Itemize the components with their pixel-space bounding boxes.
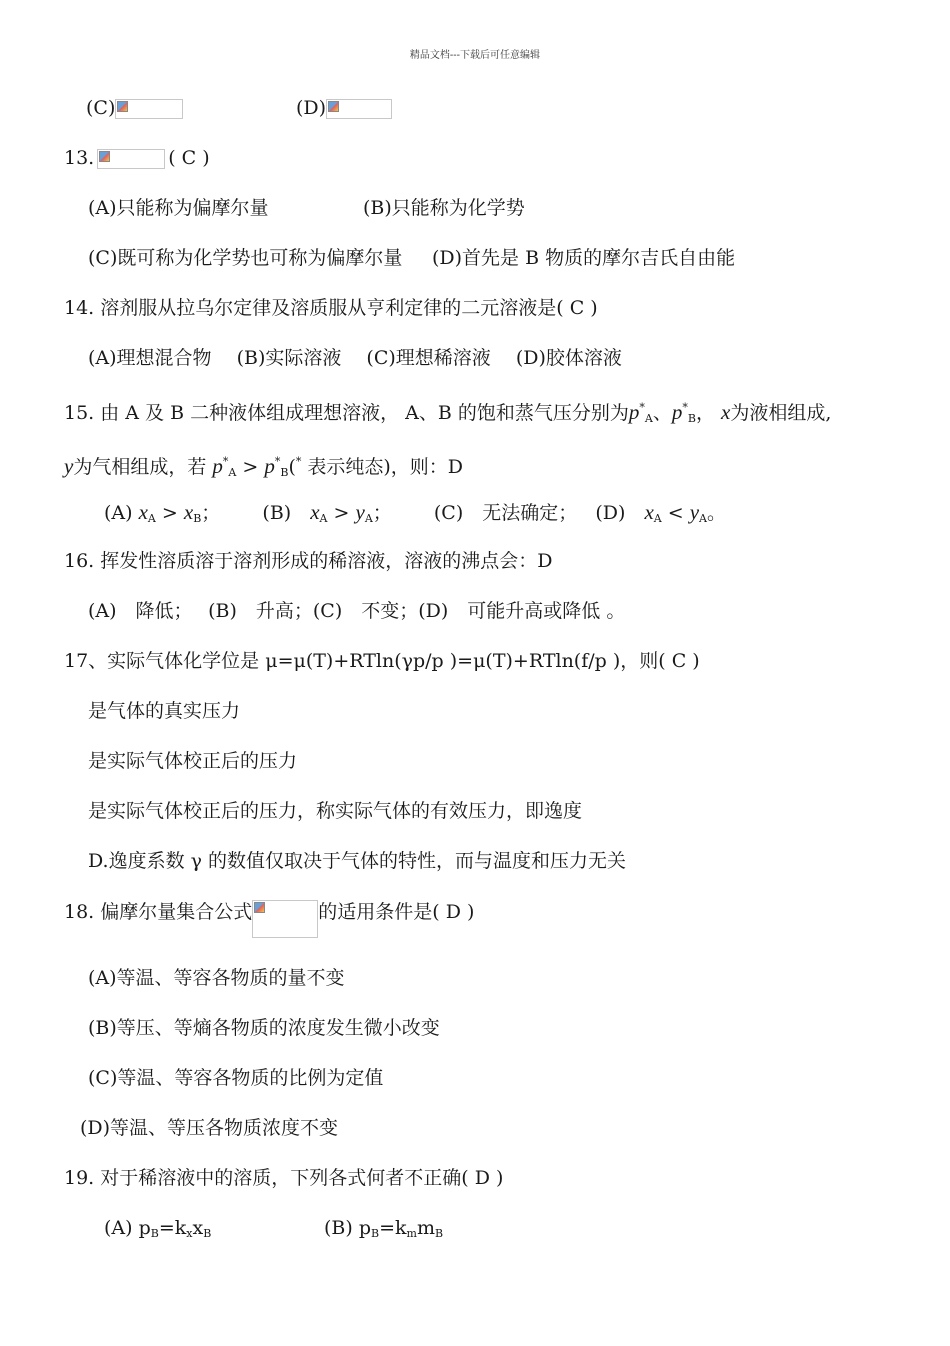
q17-option-a: 是气体的真实压力	[88, 700, 241, 722]
broken-image-icon	[97, 149, 165, 169]
q13-option-c: (C)既可称为化学势也可称为偏摩尔量	[88, 247, 403, 269]
question-18: 18. 偏摩尔量集合公式 的适用条件是( D )	[64, 900, 474, 938]
q18-option-b: (B)等压、等熵各物质的浓度发生微小改变	[88, 1017, 440, 1039]
broken-image-icon	[326, 99, 392, 119]
question-16: 16. 挥发性溶质溶于溶剂形成的稀溶液，溶液的沸点会：D	[64, 550, 553, 572]
q15-options: (A) $x_A > x_B$； (B) $x_A > y_A$； (C) 无法确定； (D) $x_A < y_A$。	[104, 500, 727, 525]
question-17: 17、实际气体化学位是 μ=μ(T)+RTln(γp/p )=μ(T)+RTln(f/p )，则( C )	[64, 650, 700, 672]
broken-image-icon	[115, 99, 183, 119]
q13-option-b: (B)只能称为化学势	[363, 197, 525, 219]
question-19: 19. 对于稀溶液中的溶质，下列各式何者不正确( D )	[64, 1167, 504, 1189]
q14-options: (A)理想混合物 (B)实际溶液 (C)理想稀溶液 (D)胶体溶液	[88, 347, 622, 369]
question-14: 14. 溶剂服从拉乌尔定律及溶质服从亨利定律的二元溶液是( C )	[64, 297, 598, 319]
q18-option-d: (D)等温、等压各物质浓度不变	[80, 1117, 339, 1139]
broken-image-icon	[252, 900, 318, 938]
q17-option-b: 是实际气体校正后的压力	[88, 750, 298, 772]
q17-option-d: D.逸度系数 γ 的数值仅取决于气体的特性，而与温度和压力无关	[88, 850, 627, 872]
option-c-label: (C)	[86, 97, 116, 119]
option-c-row	[86, 96, 183, 120]
q13-option-a: (A)只能称为偏摩尔量	[88, 197, 269, 219]
q17-option-c: 是实际气体校正后的压力，称实际气体的有效压力，即逸度	[88, 800, 583, 822]
option-d-label: (D)	[296, 97, 327, 119]
q19-option-b: (B) $p_B=k_mm_B$	[324, 1217, 444, 1240]
q13-option-d: (D)首先是 B 物质的摩尔吉氏自由能	[432, 247, 736, 269]
question-15-line1: 15. 由 A 及 B 二种液体组成理想溶液， A、B 的饱和蒸气压分别为$p^*_A$、$p^*_B$， x为液相组成,	[64, 400, 832, 425]
q18-option-c: (C)等温、等容各物质的比例为定值	[88, 1067, 384, 1089]
question-13: 13. ( C )	[64, 147, 210, 169]
question-15-line2: y为气相组成，若 $p^*_A > p^*_B(^*$ 表示纯态)，则：D	[64, 454, 464, 479]
page-header: 精品文档---下载后可任意编辑	[409, 50, 541, 61]
q16-options: (A) 降低； (B) 升高；(C) 不变；(D) 可能升高或降低 。	[88, 600, 626, 622]
option-d-row	[296, 96, 392, 120]
q18-option-a: (A)等温、等容各物质的量不变	[88, 967, 345, 989]
q19-option-a: (A) $p_B=k_xx_B$	[104, 1217, 212, 1240]
